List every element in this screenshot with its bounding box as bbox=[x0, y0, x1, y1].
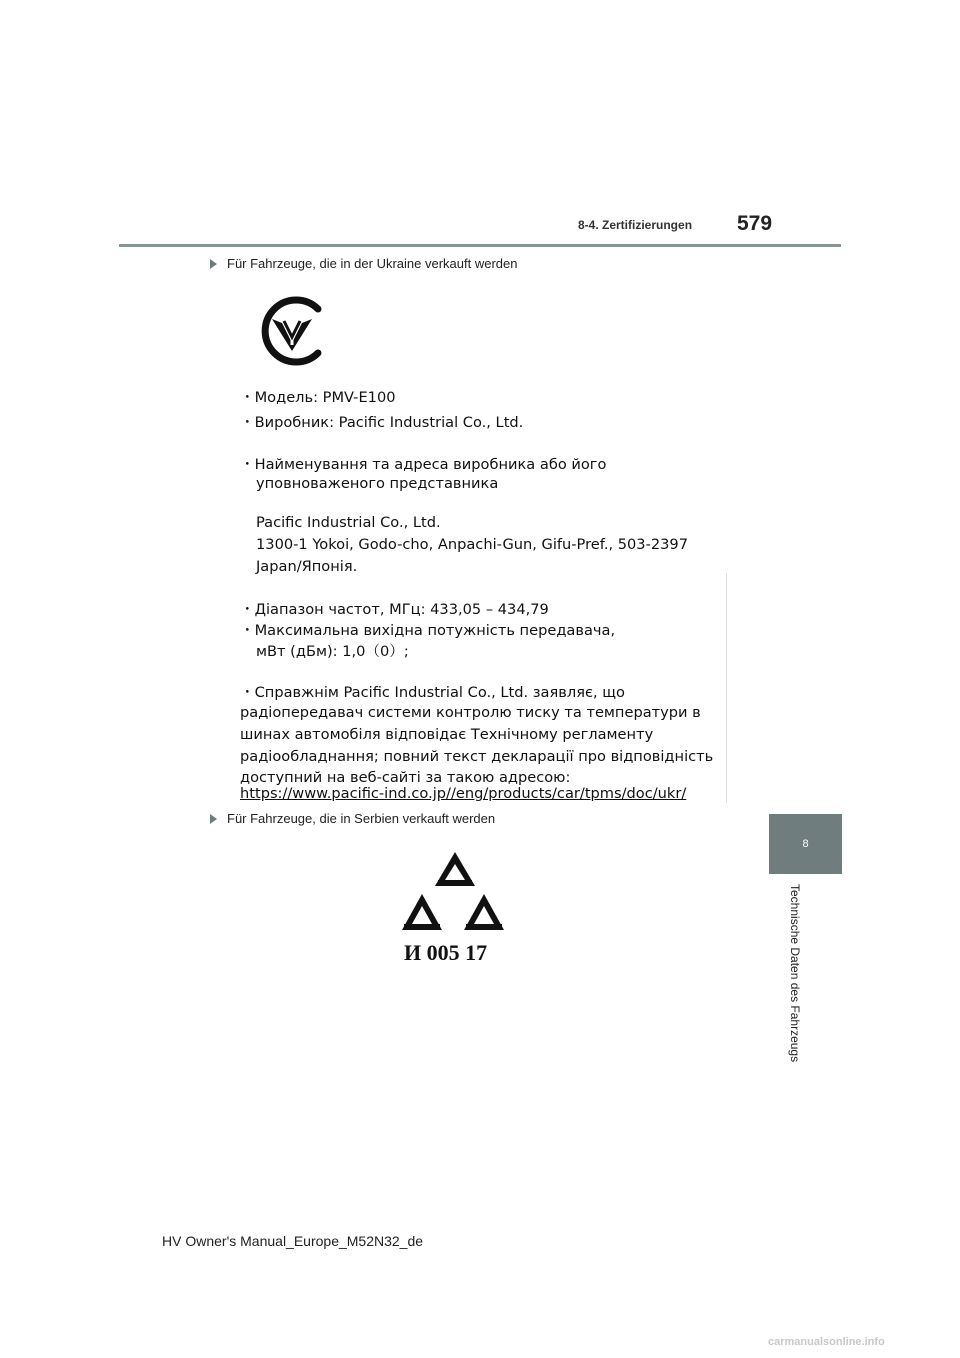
cert-line-address: 1300-1 Yokoi, Godo-cho, Anpachi-Gun, Gifu-Pref., 503-2397 bbox=[256, 536, 688, 553]
cert-line-frequency: ・Діапазон частот, МГц: 433,05 – 434,79 bbox=[240, 601, 549, 618]
cert-line-declaration-5: доступний на веб-сайті за такою адресою: bbox=[240, 769, 571, 786]
serbia-approval-code: И 005 17 bbox=[404, 940, 488, 965]
section-title: 8-4. Zertifizierungen bbox=[578, 218, 693, 232]
bullet-triangle-icon bbox=[210, 814, 217, 824]
ukraine-certificate bbox=[232, 283, 730, 805]
cert-line-power: ・Максимальна вихідна потужність передавача, bbox=[240, 622, 616, 639]
page-number: 579 bbox=[737, 212, 773, 235]
cert-line-representative-cont: уповноваженого представника bbox=[256, 475, 499, 492]
serbia-triangles-icon bbox=[400, 850, 510, 940]
cert-line-representative: ・Найменування та адреса виробника або його bbox=[240, 456, 607, 473]
cert-line-manufacturer: ・Виробник: Pacific Industrial Co., Ltd. bbox=[240, 414, 524, 431]
cert-line-declaration-4: радіообладнання; повний текст декларації про відповідність bbox=[240, 748, 714, 765]
cert-url-link: https://www.pacific-ind.co.jp//eng/products/car/tpms/doc/ukr/ bbox=[240, 785, 687, 802]
cert-line-declaration: ・Справжнім Pacific Industrial Co., Ltd. заявляє, що bbox=[240, 684, 625, 701]
footer-manual-id: HV Owner's Manual_Europe_M52N32_de bbox=[162, 1233, 424, 1249]
scan-edge bbox=[726, 573, 727, 803]
bullet-triangle-icon bbox=[210, 259, 217, 269]
header-divider bbox=[119, 244, 841, 247]
cert-line-declaration-3: шинах автомобіля відповідає Технічному регламенту bbox=[240, 726, 654, 743]
cert-line-power-value: мВт (дБм): 1,0（0）; bbox=[256, 643, 409, 660]
ukraine-conformity-mark-icon bbox=[254, 293, 330, 369]
ukraine-heading-text: Für Fahrzeuge, die in der Ukraine verkauft werden bbox=[227, 256, 518, 271]
serbia-heading bbox=[210, 811, 495, 826]
chapter-title: Technische Daten des Fahrzeugs bbox=[788, 884, 802, 1063]
ukraine-heading bbox=[210, 256, 517, 271]
chapter-tab bbox=[769, 814, 842, 874]
cert-line-declaration-2: радіопередавач системи контролю тиску та температури в bbox=[240, 704, 701, 721]
watermark: carmanualsonline.info bbox=[768, 1336, 885, 1348]
cert-line-company: Pacific Industrial Co., Ltd. bbox=[256, 514, 441, 531]
cert-line-country: Japan/Японія. bbox=[256, 558, 358, 575]
serbia-heading-text: Für Fahrzeuge, die in Serbien verkauft werden bbox=[227, 811, 496, 826]
cert-line-model: ・Модель: PMV-E100 bbox=[240, 389, 396, 406]
chapter-number: 8 bbox=[802, 838, 809, 850]
